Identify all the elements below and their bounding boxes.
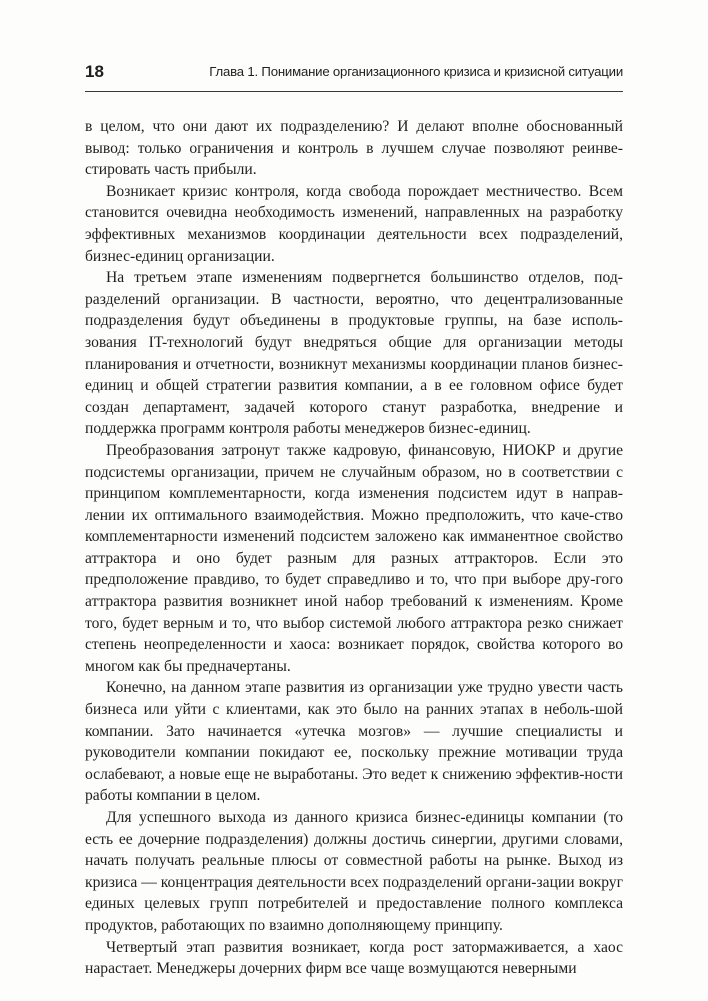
paragraph: в целом, что они дают их подразделению? И делают вполне обоснованный вывод: только ограничения и контроль в лучшем случае позволяют реинве-стировать часть прибыли. xyxy=(85,118,623,179)
paragraph: Конечно, на данном этапе развития из организации уже трудно увести часть бизнеса или уйти с клиентами, как это было на ранних этапах в неболь-шой компании. Зато начинается «утечка мозгов» — лучшие специалисты и руководители компании покидают ее, поскольку прежние мотивации труда ослабевают, а новые еще не выработаны. Это ведет к снижению эффектив-ности работы компании в целом. xyxy=(85,679,623,805)
page-header xyxy=(85,58,623,86)
paragraph: Преобразования затронут также кадровую, финансовую, НИОКР и другие подсистемы организации, причем не случайным образом, но в соответствии с принципом комплементарности, когда изменения подсистем идут в направ-лении их оптимального взаимодействия. Можно предположить, что каче-ство комплементарности изменений подсистем заложено как имманентное свойство аттрактора и оно будет разным для разных аттракторов. Если это предположение правдиво, то будет справедливо и то, что при выборе дру-гого аттрактора развития возникнет иной набор требований к изменениям. Кроме того, будет верным и то, что выбор системой любого аттрактора резко снижает степень неопределенности и хаоса: возникает порядок, свойства которого во многом как бы предначертаны. xyxy=(85,441,623,675)
page-number: 18 xyxy=(85,62,104,81)
paragraph: Возникает кризис контроля, когда свобода порождает местничество. Всем становится очевидна необходимость изменений, направленных на разработку эффективных механизмов координации деятельности всех подразделений, бизнес-единиц организации. xyxy=(85,182,623,265)
body-text xyxy=(85,116,623,980)
paragraph: На третьем этапе изменениям подвергнется большинство отделов, под-разделений организации. В частности, вероятно, что децентрализованные подразделения будут объединены в продуктовые группы, на базе исполь-зования IT-технологий будут внедряться общие для организации методы планирования и отчетности, возникнут механизмы координации планов бизнес-единиц и общей стратегии развития компании, а в ее головном офисе будет создан департамент, задачей которого станут разработка, внедрение и поддержка программ контроля работы менеджеров бизнес-единиц. xyxy=(85,269,623,438)
paragraph: Четвертый этап развития возникает, когда рост затормаживается, а хаос нарастает. Менеджеры дочерних фирм все чаще возмущаются неверными xyxy=(85,938,623,978)
paragraph: Для успешного выхода из данного кризиса бизнес-единицы компании (то есть ее дочерние подразделения) должны достичь синергии, другими словами, начать получать реальные плюсы от совместной работы на рынке. Выход из кризиса — концентрация деятельности всех подразделений органи-зации вокруг единых целевых групп потребителей и предоставление полного комплекса продуктов, работающих по взаимно дополняющему принципу. xyxy=(85,809,623,934)
header-divider xyxy=(85,91,623,92)
running-title: Глава 1. Понимание организационного кризиса и кризисной ситуации xyxy=(209,64,623,79)
